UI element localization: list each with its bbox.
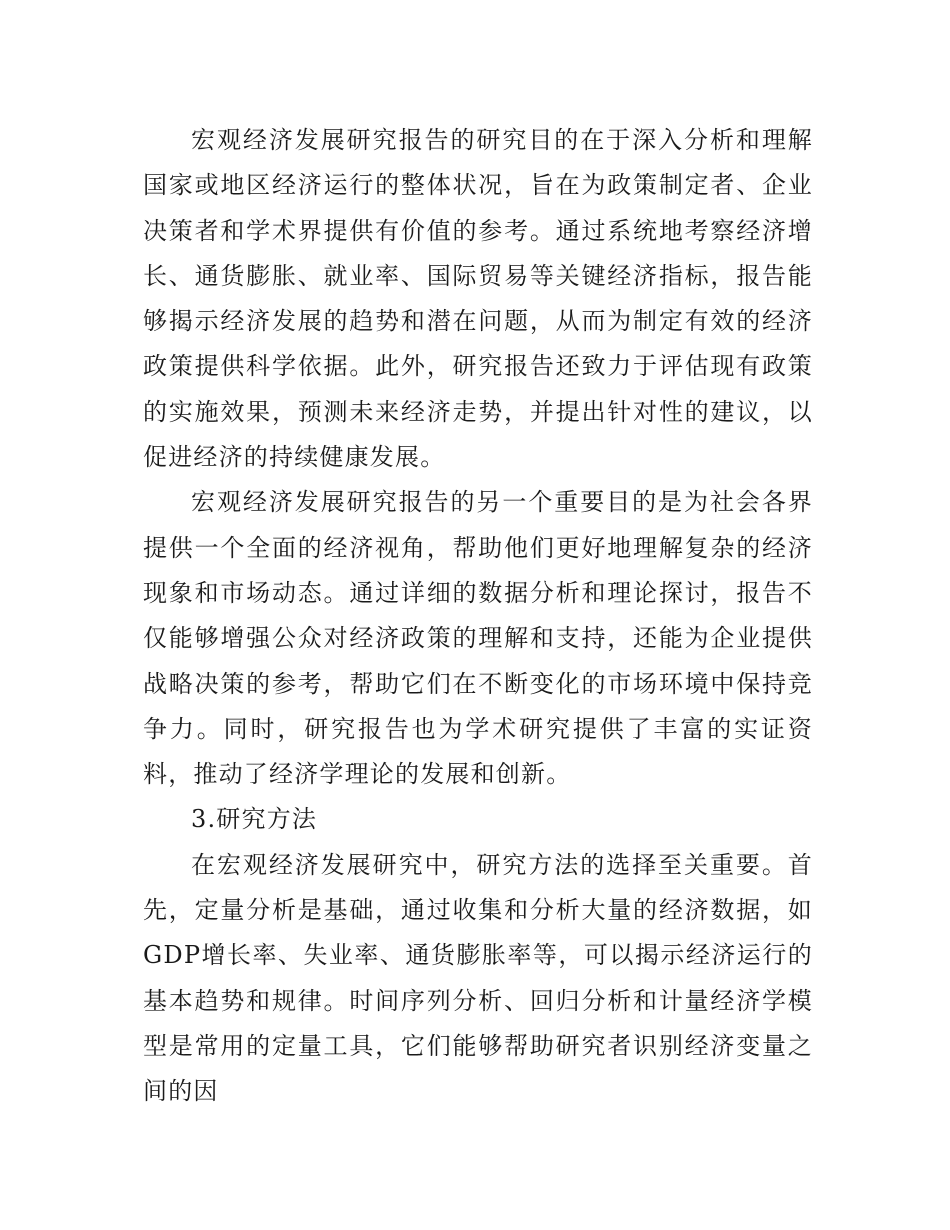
section-heading-research-methods: 3.研究方法 [191,805,318,834]
paragraph-research-purpose-second: 宏观经济发展研究报告的另一个重要目的是为社会各界提供一个全面的经济视角，帮助他们更好地理解复杂的经济现象和市场动态。通过详细的数据分析和理论探讨，报告不仅能够增强公众对经济政策的理解和支持，还能为企业提供战略决策的参考，帮助它们在不断变化的市场环境中保持竞争力。同时，研究报告也为学术研究提供了丰富的实证资料，推动了经济学理论的发展和创新。 [143,488,813,789]
document-body [143,118,813,1115]
paragraph-research-purpose: 宏观经济发展研究报告的研究目的在于深入分析和理解国家或地区经济运行的整体状况，旨在为政策制定者、企业决策者和学术界提供有价值的参考。通过系统地考察经济增长、通货膨胀、就业率、国际贸易等关键经济指标，报告能够揭示经济发展的趋势和潜在问题，从而为制定有效的经济政策提供科学依据。此外，研究报告还致力于评估现有政策的实施效果，预测未来经济走势，并提出针对性的建议，以促进经济的持续健康发展。 [143,126,813,472]
paragraph-research-methods: 在宏观经济发展研究中，研究方法的选择至关重要。首先，定量分析是基础，通过收集和分析大量的经济数据，如GDP增长率、失业率、通货膨胀率等，可以揭示经济运行的基本趋势和规律。时间序列分析、回归分析和计量经济学模型是常用的定量工具，它们能够帮助研究者识别经济变量之间的因 [143,850,813,1106]
